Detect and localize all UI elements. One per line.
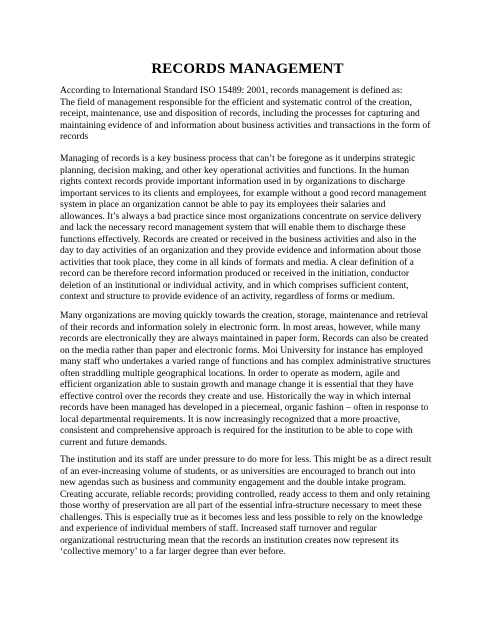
text-line: consistent and comprehensive approach is required for the institution to be able to cope with [60,425,413,436]
text-line: functions effectively. Records are created or received in the business activities and also in the [60,233,417,245]
text-line: current and future demands. [60,436,168,448]
text-line: records are electronically they are always maintained in paper form. Records can also be created [60,333,429,344]
text-line: and lack the necessary record management system that will enable them to discharge these [60,222,406,233]
text-line: organizational restructuring mean that the records an institution creates now represent its [60,534,399,546]
text-line: deletion of an institutional or individual activity, and in which comprises sufficient content, [60,279,409,291]
paragraph-definition [60,85,440,143]
text-line: context and structure to provide evidence of an activity, regardless of forms or medium. [60,291,395,302]
text-line: allowances. It’s always a bad practice since most organizations concentrate on service delivery [60,210,422,222]
text-line: receipt, maintenance, use and disposition of records, including the processes for capturing and [60,108,420,119]
text-line: challenges. This is especially true as it becomes less and less possible to rely on the knowledge [60,511,423,523]
text-line: rights context records provide important information used in by organizations to discharge [60,176,406,187]
text-line: Many organizations are moving quickly towards the creation, storage, maintenance and retrieval [60,310,429,321]
text-line: of their records and information solely in electronic form. In most areas, however, while many [60,321,421,333]
paragraph-electronic-records [60,310,440,448]
page-title: RECORDS MANAGEMENT [151,61,344,77]
text-line: local departmental requirements. It is now increasingly recognized that a more proactive, [60,413,401,425]
text-line: maintaining evidence of and information about business activities and transactions in the form of [60,119,431,131]
text-line: According to International Standard ISO 15489: 2001, records management is defined as: [60,85,403,96]
text-line: ‘collective memory’ to a far larger degree than ever before. [60,546,286,557]
text-line: The institution and its staff are under pressure to do more for less. This might be as a direct result [60,454,432,465]
text-line: often straddling multiple geographical locations. In order to operate as modern, agile and [60,367,400,379]
text-line: record can be therefore record information produced or received in the initiation, conductor [60,268,410,279]
text-line: planning, decision making, and other key operational activities and functions. In the human [60,164,410,176]
text-line: records [60,131,89,142]
text-line: system in place an organization cannot be able to pay its employees their salaries and [60,199,386,210]
text-line: effective control over the records they create and use. Historically the way in which internal [60,390,412,402]
text-line: new agendas such as business and community engagement and the double intake program. [60,477,406,488]
text-line: those worthy of preservation are all part of the essential infra-structure necessary to meet these [60,500,422,511]
text-line: The field of management responsible for the efficient and systematic control of the creation, [60,96,412,108]
text-line: Managing of records is a key business process that can’t be foregone as it underpins strategic [60,153,416,164]
text-line: important services to its clients and employees, for example without a good record management [60,187,427,199]
paragraph-institutional-pressure [60,454,440,558]
paragraph-managing-records [60,153,440,303]
text-line: and experience of individual members of staff. Increased staff turnover and regular [60,523,377,534]
text-line: Creating accurate, reliable records; providing controlled, ready access to them and only retaining [60,488,431,500]
text-line: activities that took place, they come in all kinds of formats and media. A clear definition of a [60,256,414,268]
text-line: day to day activities of an organization and they provide evidence and information about those [60,245,421,256]
text-line: on the media rather than paper and electronic forms. Moi University for instance has employed [60,344,423,356]
text-line: records have been managed has developed in a piecemeal, organic fashion – often in response to [60,402,429,413]
text-line: many staff who undertakes a varied range of functions and has complex administrative structures [60,356,431,367]
text-line: efficient organization able to sustain growth and manage change it is essential that they have [60,379,414,390]
text-line: of an ever-increasing volume of students, or as universities are encouraged to branch out into [60,465,416,477]
